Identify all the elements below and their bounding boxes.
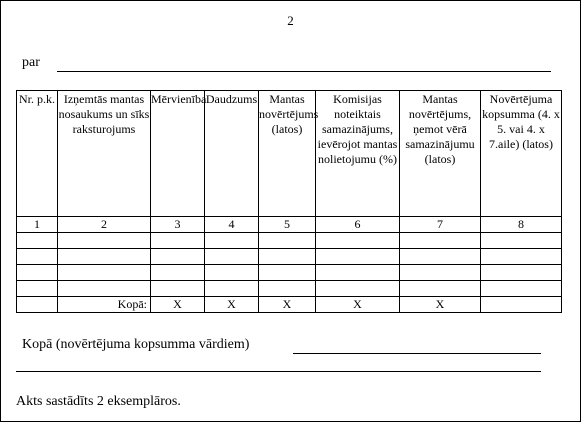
column-number: 5 — [259, 217, 316, 233]
table-cell — [259, 233, 316, 249]
table-cell — [259, 281, 316, 297]
header-nr: Nr. p.k. — [17, 91, 58, 217]
par-fill-line — [57, 71, 551, 72]
table-cell — [205, 249, 259, 265]
column-number: 1 — [17, 217, 58, 233]
table-cell — [17, 249, 58, 265]
table-cell — [316, 249, 400, 265]
table-cell — [151, 249, 205, 265]
total-label: Kopā: — [58, 297, 151, 313]
table-cell — [58, 249, 151, 265]
total-in-words-fill-line — [293, 353, 541, 354]
inventory-table — [16, 90, 562, 313]
table-cell — [481, 281, 562, 297]
table-cell — [205, 233, 259, 249]
table-cell — [205, 281, 259, 297]
table-cell — [400, 249, 481, 265]
total-cell — [17, 297, 58, 313]
total-cell: X — [400, 297, 481, 313]
table-cell — [58, 265, 151, 281]
total-row — [17, 297, 562, 313]
total-cell: X — [316, 297, 400, 313]
par-label: par — [22, 55, 40, 70]
table-cell — [481, 249, 562, 265]
header-reduction: Komisijas noteiktais samazinājums, ievērojot mantas nolietojumu (%) — [316, 91, 400, 217]
table-row — [17, 249, 562, 265]
total-cell: X — [205, 297, 259, 313]
header-valuation: Mantas novērtējums (latos) — [259, 91, 316, 217]
column-number: 6 — [316, 217, 400, 233]
column-number: 8 — [481, 217, 562, 233]
table-row — [17, 281, 562, 297]
table-cell — [58, 233, 151, 249]
table-cell — [58, 281, 151, 297]
table-cell — [259, 249, 316, 265]
table-row — [17, 265, 562, 281]
table-row — [17, 233, 562, 249]
table-cell — [205, 265, 259, 281]
column-number: 4 — [205, 217, 259, 233]
header-item-name: Izņemtās mantas nosaukums un sīks raksturojums — [58, 91, 151, 217]
table-cell — [481, 265, 562, 281]
table-cell — [259, 265, 316, 281]
table-cell — [17, 281, 58, 297]
column-number: 7 — [400, 217, 481, 233]
table-cell — [400, 265, 481, 281]
akts-statement: Akts sastādīts 2 eksemplāros. — [16, 394, 181, 409]
total-cell: X — [151, 297, 205, 313]
table-cell — [17, 233, 58, 249]
continuation-fill-line — [16, 371, 541, 372]
total-cell: X — [259, 297, 316, 313]
table-cell — [316, 233, 400, 249]
column-number: 2 — [58, 217, 151, 233]
table-cell — [316, 281, 400, 297]
column-number: 3 — [151, 217, 205, 233]
table-cell — [400, 281, 481, 297]
table-cell — [316, 265, 400, 281]
header-unit: Mērvienība — [151, 91, 205, 217]
column-number-row — [17, 217, 562, 233]
header-reduced-valuation: Mantas novērtējums, ņemot vērā samazinājumu (latos) — [400, 91, 481, 217]
table-cell — [151, 281, 205, 297]
header-total: Novērtējuma kopsumma (4. x 5. vai 4. x 7.aile) (latos) — [481, 91, 562, 217]
table-cell — [151, 265, 205, 281]
page-number: 2 — [287, 13, 294, 28]
table-header-row — [17, 91, 562, 217]
table-cell — [17, 265, 58, 281]
total-cell — [481, 297, 562, 313]
table-cell — [151, 233, 205, 249]
table-cell — [400, 233, 481, 249]
total-in-words-label: Kopā (novērtējuma kopsumma vārdiem) — [22, 337, 250, 352]
table-cell — [481, 233, 562, 249]
header-quantity: Daudzums — [205, 91, 259, 217]
